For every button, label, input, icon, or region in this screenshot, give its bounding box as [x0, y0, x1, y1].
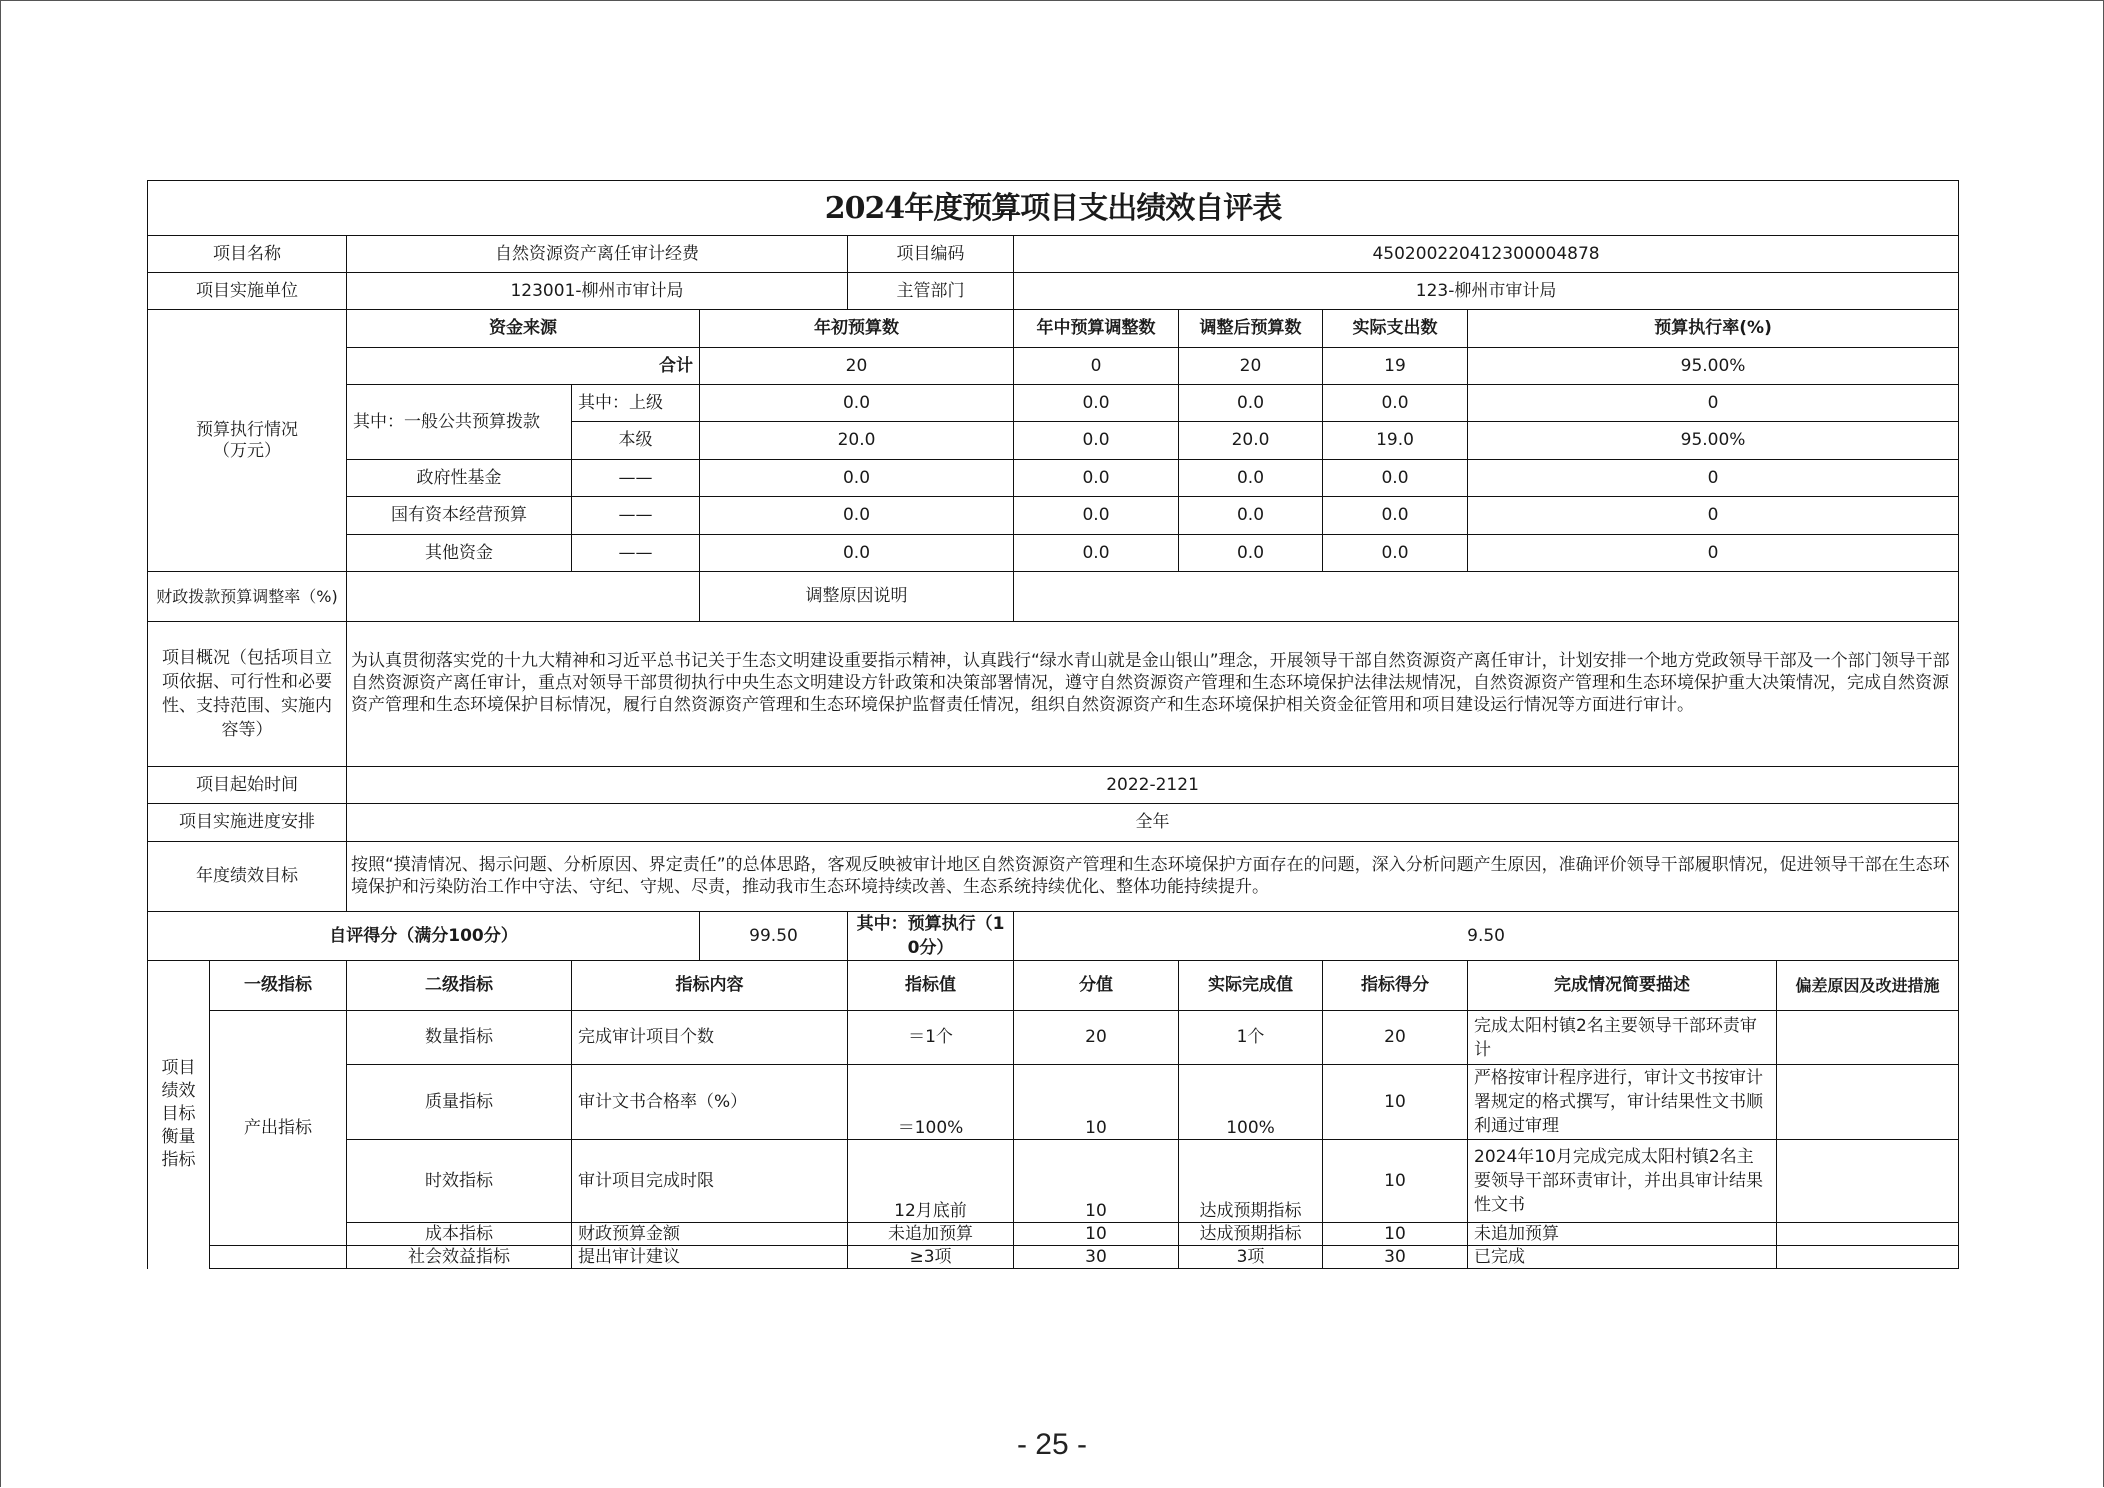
page-number: - 25 - [1016, 1428, 1088, 1461]
project-code-value: 450200220412300004878 [1014, 236, 1959, 273]
fund-source-header: 资金来源 [347, 310, 700, 348]
schedule-value: 全年 [347, 804, 1959, 842]
indicator-value: ＝1个 [848, 1011, 1014, 1065]
other-fund-dash: —— [572, 535, 700, 572]
indicators-side-label: 项目 绩效 目标 衡量 指标 [148, 961, 210, 1269]
state-capital-initial: 0.0 [700, 497, 1014, 535]
upper-actual: 0.0 [1323, 385, 1468, 422]
indicator-desc: 严格按审计程序进行，审计文书按审计署规定的格式撰写，审计结果性文书顺利通过审理 [1468, 1065, 1777, 1140]
indicator-level2: 成本指标 [347, 1223, 572, 1246]
indicator-content: 完成审计项目个数 [572, 1011, 848, 1065]
exec-score-label: 其中：预算执行（10分） [848, 912, 1014, 961]
local-label: 本级 [572, 422, 700, 460]
value-header: 指标值 [848, 961, 1014, 1011]
total-initial: 20 [700, 348, 1014, 385]
department-value: 123-柳州市审计局 [1014, 273, 1959, 310]
other-fund-adjusted: 0.0 [1179, 535, 1323, 572]
indicator-points: 10 [1014, 1065, 1179, 1140]
upper-rate: 0 [1468, 385, 1959, 422]
adjust-rate-value [347, 572, 700, 622]
indicator-value: 未追加预算 [848, 1223, 1014, 1246]
mid-adjust-header: 年中预算调整数 [1014, 310, 1179, 348]
total-adjusted: 20 [1179, 348, 1323, 385]
table-row [148, 1246, 1959, 1269]
indicator-desc: 已完成 [1468, 1246, 1777, 1269]
project-name-value: 自然资源资产离任审计经费 [347, 236, 848, 273]
local-adjusted: 20.0 [1179, 422, 1323, 460]
adjust-reason-value [1014, 572, 1959, 622]
start-time-label: 项目起始时间 [148, 767, 347, 804]
local-mid: 0.0 [1014, 422, 1179, 460]
indicator-level1 [210, 1246, 347, 1269]
indicator-deviation [1777, 1065, 1959, 1140]
local-actual: 19.0 [1323, 422, 1468, 460]
indicator-points: 10 [1014, 1140, 1179, 1223]
indicator-content: 提出审计建议 [572, 1246, 848, 1269]
content-header: 指标内容 [572, 961, 848, 1011]
indicator-deviation [1777, 1223, 1959, 1246]
state-capital-label: 国有资本经营预算 [347, 497, 572, 535]
adjust-reason-label: 调整原因说明 [700, 572, 1014, 622]
total-mid: 0 [1014, 348, 1179, 385]
table-row [148, 1140, 1959, 1223]
indicator-level2: 质量指标 [347, 1065, 572, 1140]
state-capital-dash: —— [572, 497, 700, 535]
exec-rate-header: 预算执行率(%) [1468, 310, 1959, 348]
points-header: 分值 [1014, 961, 1179, 1011]
upper-adjusted: 0.0 [1179, 385, 1323, 422]
indicator-deviation [1777, 1011, 1959, 1065]
state-capital-actual: 0.0 [1323, 497, 1468, 535]
gov-fund-actual: 0.0 [1323, 460, 1468, 497]
indicator-desc: 未追加预算 [1468, 1223, 1777, 1246]
indicator-score: 10 [1323, 1223, 1468, 1246]
gov-fund-initial: 0.0 [700, 460, 1014, 497]
adjust-rate-label: 财政拨款预算调整率（%) [148, 572, 347, 622]
level1-header: 一级指标 [210, 961, 347, 1011]
exec-score-value: 9.50 [1014, 912, 1959, 961]
gov-fund-dash: —— [572, 460, 700, 497]
indicator-actual: 3项 [1179, 1246, 1323, 1269]
budget-exec-label: 预算执行情况 （万元） [148, 310, 347, 572]
total-rate: 95.00% [1468, 348, 1959, 385]
table-title: 2024年度预算项目支出绩效自评表 [148, 181, 1959, 236]
actual-header: 实际完成值 [1179, 961, 1323, 1011]
table-row [148, 1011, 1959, 1065]
indicator-value: 12月底前 [848, 1140, 1014, 1223]
indicator-points: 20 [1014, 1011, 1179, 1065]
indicator-score: 10 [1323, 1140, 1468, 1223]
local-initial: 20.0 [700, 422, 1014, 460]
other-fund-initial: 0.0 [700, 535, 1014, 572]
indicator-level2: 数量指标 [347, 1011, 572, 1065]
other-fund-rate: 0 [1468, 535, 1959, 572]
indicator-deviation [1777, 1140, 1959, 1223]
schedule-label: 项目实施进度安排 [148, 804, 347, 842]
output-label: 产出指标 [210, 1011, 347, 1246]
indicator-score: 10 [1323, 1065, 1468, 1140]
annual-goal-text: 按照“摸清情况、揭示问题、分析原因、界定责任”的总体思路，客观反映被审计地区自然资源资产管理和生态环境保护方面存在的问题，深入分析问题产生原因，准确评价领导干部履职情况，促进领导干部在生态环境保护和污染防治工作中守法、守纪、守规、尽责，推动我市生态环境持续改善、生态系统持续优化、整体功能持续提升。 [347, 842, 1959, 912]
gov-fund-rate: 0 [1468, 460, 1959, 497]
gov-fund-adjusted: 0.0 [1179, 460, 1323, 497]
local-rate: 95.00% [1468, 422, 1959, 460]
gov-fund-mid: 0.0 [1014, 460, 1179, 497]
self-score-label: 自评得分（满分100分） [148, 912, 700, 961]
indicator-actual: 100% [1179, 1065, 1323, 1140]
department-label: 主管部门 [848, 273, 1014, 310]
indicator-desc: 完成太阳村镇2名主要领导干部环责审计 [1468, 1011, 1777, 1065]
unit-value: 123001-柳州市审计局 [347, 273, 848, 310]
state-capital-rate: 0 [1468, 497, 1959, 535]
indicator-deviation [1777, 1246, 1959, 1269]
upper-label: 其中：上级 [572, 385, 700, 422]
indicator-actual: 1个 [1179, 1011, 1323, 1065]
indicator-actual: 达成预期指标 [1179, 1140, 1323, 1223]
adjusted-budget-header: 调整后预算数 [1179, 310, 1323, 348]
indicator-content: 审计项目完成时限 [572, 1140, 848, 1223]
table-row [148, 1223, 1959, 1246]
project-code-label: 项目编码 [848, 236, 1014, 273]
upper-mid: 0.0 [1014, 385, 1179, 422]
overview-label: 项目概况（包括项目立项依据、可行性和必要性、支持范围、实施内容等） [148, 622, 347, 767]
other-fund-label: 其他资金 [347, 535, 572, 572]
deviation-header: 偏差原因及改进措施 [1777, 961, 1959, 1011]
annual-goal-label: 年度绩效目标 [148, 842, 347, 912]
total-label: 合计 [347, 348, 700, 385]
state-capital-adjusted: 0.0 [1179, 497, 1323, 535]
indicator-level2: 时效指标 [347, 1140, 572, 1223]
indicator-content: 财政预算金额 [572, 1223, 848, 1246]
indicator-score: 20 [1323, 1011, 1468, 1065]
initial-budget-header: 年初预算数 [700, 310, 1014, 348]
start-time-value: 2022-2121 [347, 767, 1959, 804]
indicator-value: ＝100% [848, 1065, 1014, 1140]
table-row [148, 1065, 1959, 1140]
score-header: 指标得分 [1323, 961, 1468, 1011]
gov-fund-label: 政府性基金 [347, 460, 572, 497]
upper-initial: 0.0 [700, 385, 1014, 422]
desc-header: 完成情况简要描述 [1468, 961, 1777, 1011]
self-score-value: 99.50 [700, 912, 848, 961]
actual-spend-header: 实际支出数 [1323, 310, 1468, 348]
other-fund-actual: 0.0 [1323, 535, 1468, 572]
other-fund-mid: 0.0 [1014, 535, 1179, 572]
total-actual: 19 [1323, 348, 1468, 385]
indicator-level2: 社会效益指标 [347, 1246, 572, 1269]
unit-label: 项目实施单位 [148, 273, 347, 310]
indicator-content: 审计文书合格率（%） [572, 1065, 848, 1140]
self-evaluation-table [147, 180, 1959, 1269]
indicator-desc: 2024年10月完成完成太阳村镇2名主要领导干部环责审计，并出具审计结果性文书 [1468, 1140, 1777, 1223]
project-name-label: 项目名称 [148, 236, 347, 273]
overview-text: 为认真贯彻落实党的十九大精神和习近平总书记关于生态文明建设重要指示精神，认真践行“绿水青山就是金山银山”理念，开展领导干部自然资源资产离任审计，计划安排一个地方党政领导干部及一个部门领导干部自然资源资产离任审计，重点对领导干部贯彻执行中央生态文明建设方针政策和决策部署情况，遵守自然资源资产管理和生态环境保护法律法规情况，自然资源资产管理和生态环境保护重大决策情况，完成自然资源资产管理和生态环境保护目标情况，履行自然资源资产管理和生态环境保护监督责任情况，组织自然资源资产和生态环境保护相关资金征管用和项目建设运行情况等方面进行审计。 [347, 622, 1959, 767]
indicator-points: 30 [1014, 1246, 1179, 1269]
level2-header: 二级指标 [347, 961, 572, 1011]
state-capital-mid: 0.0 [1014, 497, 1179, 535]
indicator-score: 30 [1323, 1246, 1468, 1269]
general-budget-label: 其中：一般公共预算拨款 [347, 385, 572, 460]
indicator-points: 10 [1014, 1223, 1179, 1246]
indicator-value: ≥3项 [848, 1246, 1014, 1269]
indicator-actual: 达成预期指标 [1179, 1223, 1323, 1246]
